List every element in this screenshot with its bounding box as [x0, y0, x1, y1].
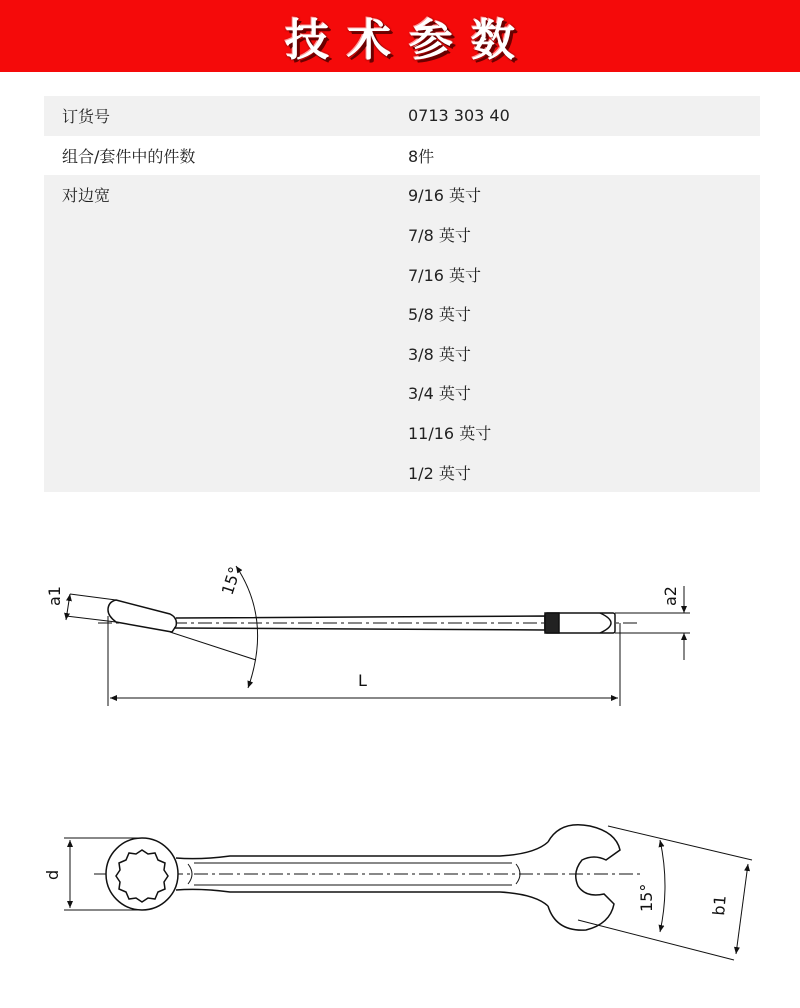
- spec-row-order-no: [44, 96, 760, 136]
- spec-value: 7/16 英寸: [408, 265, 482, 285]
- spec-value: 9/16 英寸: [408, 186, 482, 206]
- spec-value: 3/8 英寸: [408, 344, 471, 364]
- spec-value: 7/8 英寸: [408, 226, 471, 246]
- spec-row-across-flats: [44, 294, 760, 334]
- side-view: [66, 566, 690, 706]
- wrench-technical-drawing: [0, 520, 800, 1008]
- spec-value: 1/2 英寸: [408, 463, 471, 483]
- spec-row-across-flats: [44, 215, 760, 255]
- spec-value: 3/4 英寸: [408, 384, 471, 404]
- spec-row-across-flats: [44, 334, 760, 374]
- spec-table: [44, 96, 760, 492]
- label-a2: a2: [661, 586, 680, 606]
- banner-title: 技术参数: [285, 15, 533, 66]
- spec-row-across-flats: [44, 373, 760, 413]
- spec-row-across-flats: [44, 175, 760, 215]
- spec-row-across-flats: [44, 254, 760, 294]
- spec-value: 11/16 英寸: [408, 424, 492, 444]
- spec-row-piece-count: [44, 136, 760, 176]
- spec-label: 组合/套件中的件数: [62, 146, 196, 166]
- spec-row-across-flats: [44, 413, 760, 453]
- label-top-angle: 15°: [637, 883, 656, 912]
- spec-value: 0713 303 40: [408, 106, 510, 126]
- spec-value: 5/8 英寸: [408, 305, 471, 325]
- spec-label: 订货号: [62, 107, 111, 127]
- label-length: L: [358, 671, 367, 690]
- label-b1: b1: [709, 894, 730, 917]
- label-d: d: [43, 869, 62, 880]
- label-a1: a1: [45, 586, 64, 606]
- spec-row-across-flats: [44, 452, 760, 492]
- header-banner: [0, 0, 800, 72]
- spec-label: 对边宽: [62, 186, 111, 206]
- label-side-angle: 15°: [217, 564, 245, 598]
- spec-value: 8件: [408, 146, 435, 166]
